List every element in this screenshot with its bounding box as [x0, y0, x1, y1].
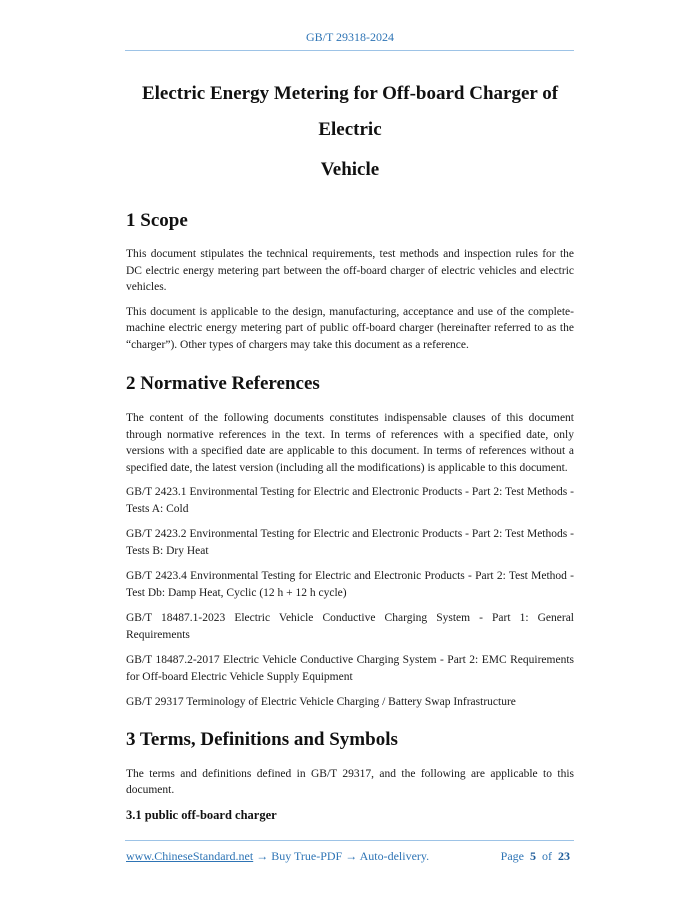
section-heading-normative: 2 Normative References: [126, 373, 320, 394]
page-indicator: [501, 849, 570, 864]
page-content: [126, 76, 574, 823]
scope-paragraph-1: This document stipulates the technical requirements, test methods and inspection rules for the DC electric energy metering part between the off-board charger of electric vehicles and electric vehicles.: [126, 248, 574, 293]
normative-intro: The content of the following documents constitutes indispensable clauses of this document through normative references in the text. In terms of references with a specified date, only versions with a specified date are applicable to this document. In terms of references without a specified date, the latest version (including all the modifications) is applicable to this document.: [126, 412, 574, 474]
reference-item: GB/T 29317 Terminology of Electric Vehicle Charging / Battery Swap Infrastructure: [126, 696, 516, 708]
arrow-right-icon: →: [256, 849, 269, 863]
current-page: 5: [530, 849, 536, 863]
arrow-right-icon: →: [345, 849, 358, 863]
reference-item: GB/T 2423.2 Environmental Testing for Electric and Electronic Products - Part 2: Test Methods - Tests B: Dry Heat: [126, 528, 574, 557]
total-pages: 23: [558, 849, 570, 863]
section-heading-terms: 3 Terms, Definitions and Symbols: [126, 728, 398, 750]
terms-intro: The terms and definitions defined in GB/T 29317, and the following are applicable to this document.: [126, 767, 574, 796]
reference-item: GB/T 2423.4 Environmental Testing for Electric and Electronic Products - Part 2: Test Method - Test Db: Damp Heat, Cyclic (12 h + 12 h cycle): [126, 570, 574, 599]
reference-item: GB/T 2423.1 Environmental Testing for Electric and Electronic Products - Part 2: Test Methods - Tests A: Cold: [126, 486, 574, 515]
document-title: [126, 76, 574, 188]
section-heading-scope: 1 Scope: [126, 210, 188, 231]
header-rule: [125, 50, 574, 51]
buy-pdf-text: Buy True-PDF: [271, 849, 343, 863]
page-label: Page: [500, 849, 524, 863]
page-header: GB/T 29318-2024: [305, 30, 395, 44]
website-link[interactable]: www.ChineseStandard.net: [126, 849, 254, 863]
auto-delivery-text: Auto-delivery.: [359, 849, 430, 863]
subsection-heading-3-1: 3.1 public off-board charger: [126, 807, 277, 822]
reference-item: GB/T 18487.1-2023 Electric Vehicle Conductive Charging System - Part 1: General Requirements: [126, 612, 574, 641]
title-line-1: Electric Energy Metering for Off-board Charger of Electric: [141, 83, 559, 140]
reference-item: GB/T 18487.2-2017 Electric Vehicle Conductive Charging System - Part 2: EMC Requirements for Off-board Electric Vehicle Supply Equipment: [126, 654, 574, 683]
title-line-2: Vehicle: [320, 159, 380, 180]
page-of-label: of: [542, 849, 552, 863]
page-footer: [126, 849, 574, 864]
scope-paragraph-2: This document is applicable to the design, manufacturing, acceptance and use of the complete-machine electric energy metering part of public off-board charger (hereinafter referred to as the “charger”). Other types of chargers may take this document as a reference.: [126, 305, 574, 351]
footer-rule: [125, 840, 574, 841]
